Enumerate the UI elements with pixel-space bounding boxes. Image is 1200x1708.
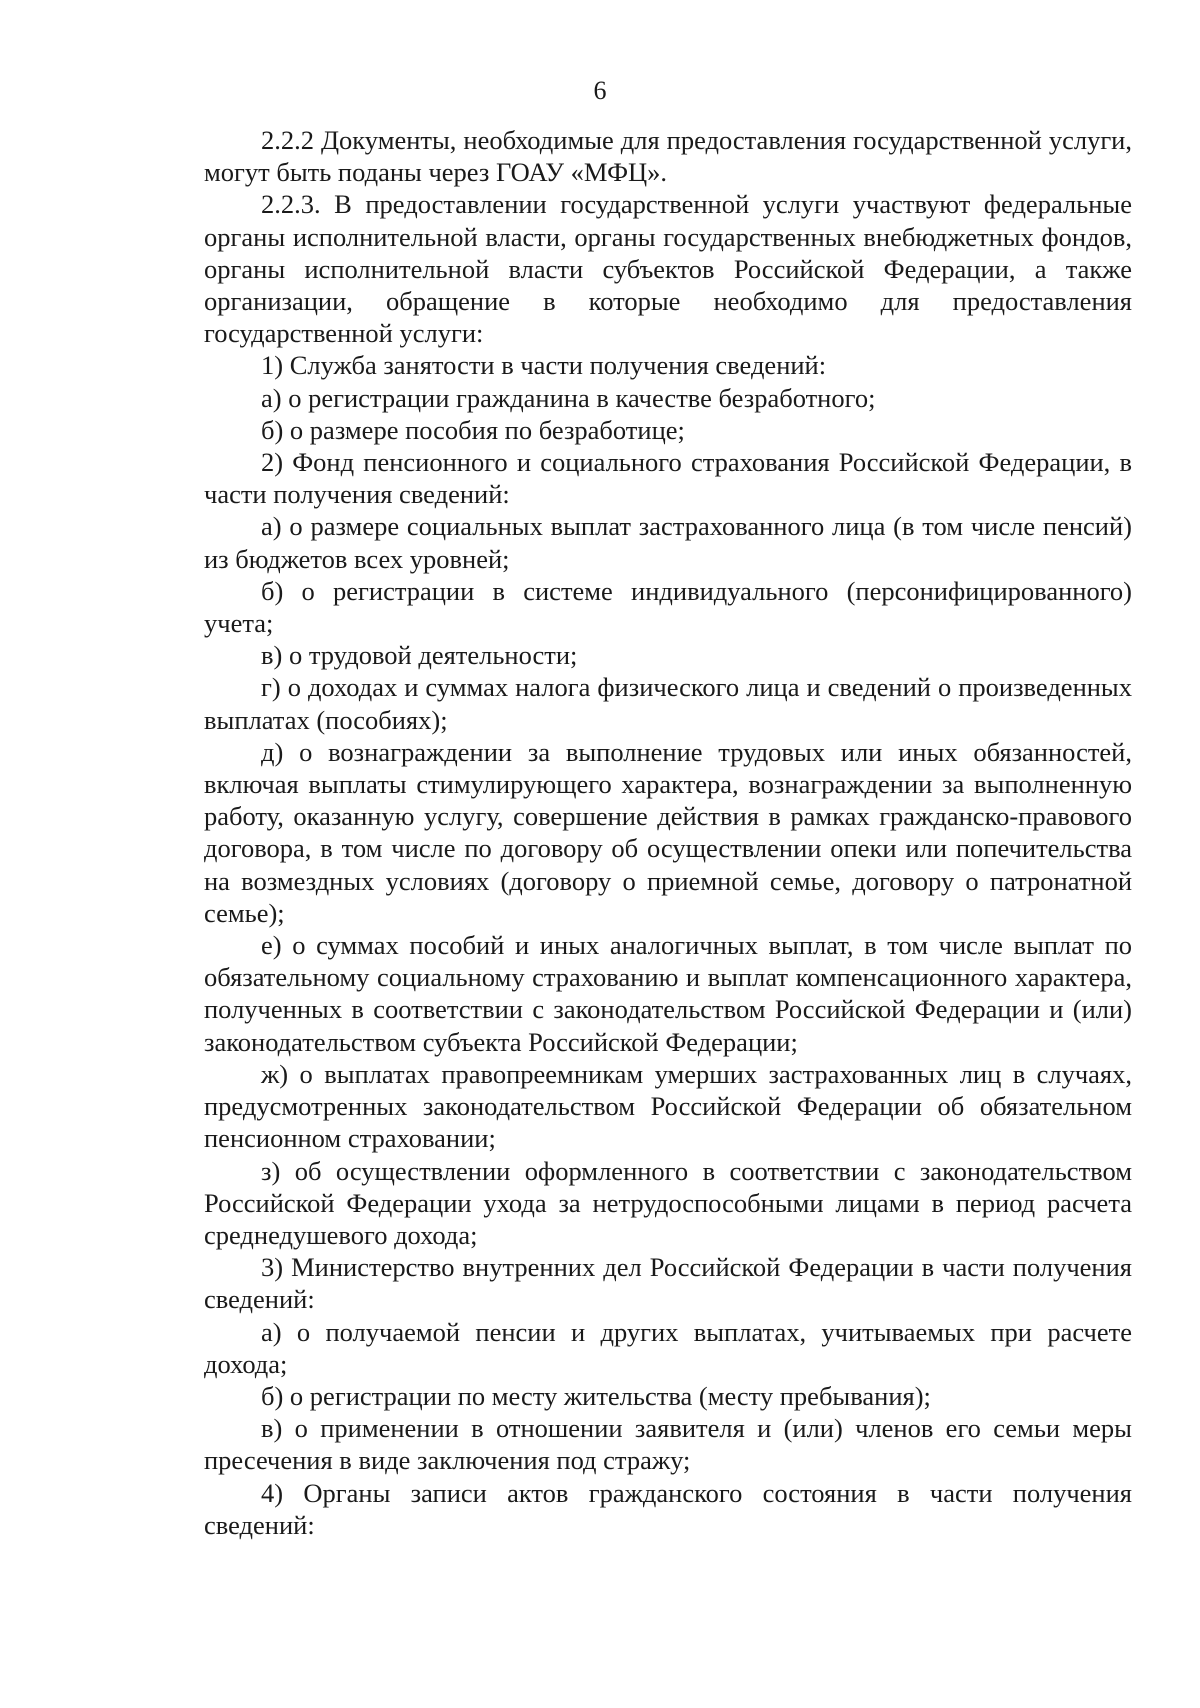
list-subitem-3b: б) о регистрации по месту жительства (месту пребывания);: [261, 1380, 931, 1411]
list-subitem-1a: а) о регистрации гражданина в качестве безработного;: [261, 382, 876, 413]
paragraph-2-2-3: 2.2.3. В предоставлении государственной услуги участвуют федеральные органы исполнительной власти, органы государственных внебюджетных фондов, органы исполнительной власти субъектов Российской Федерации, а также организации, обращение в которые необходимо для предоставления государственной услуги:: [204, 189, 1132, 349]
list-item-2-pension-fund: 2) Фонд пенсионного и социального страхования Российской Федерации, в части получения сведений:: [204, 447, 1132, 510]
page-number: 6: [593, 76, 607, 105]
list-item-1-employment-service: 1) Служба занятости в части получения сведений:: [261, 350, 827, 381]
list-subitem-3v: в) о применении в отношении заявителя и (или) членов его семьи меры пресечения в виде заключения под стражу;: [204, 1413, 1132, 1476]
list-item-3-interior-ministry: 3) Министерство внутренних дел Российской Федерации в части получения сведений:: [204, 1252, 1132, 1315]
list-subitem-2d: д) о вознаграждении за выполнение трудовых или иных обязанностей, включая выплаты стимулирующего характера, вознаграждении за выполненную работу, оказанную услугу, совершение действия в рамках гражданско-правового договора, в том числе по договору об осуществлении опеки или попечительства на возмездных условиях (договору о приемной семье, договору о патронатной семье);: [204, 736, 1132, 928]
list-subitem-3a: а) о получаемой пенсии и других выплатах, учитываемых при расчете дохода;: [204, 1316, 1132, 1379]
list-subitem-2g: г) о доходах и суммах налога физического лица и сведений о произведенных выплатах (пособиях);: [204, 672, 1132, 735]
list-subitem-2a: а) о размере социальных выплат застрахованного лица (в том числе пенсий) из бюджетов всех уровней;: [204, 511, 1132, 574]
list-subitem-2v: в) о трудовой деятельности;: [261, 640, 578, 671]
list-subitem-1b: б) о размере пособия по безработице;: [261, 414, 685, 445]
document-body: [204, 124, 1132, 1541]
list-item-4-civil-registry: 4) Органы записи актов гражданского состояния в части получения сведений:: [204, 1477, 1132, 1540]
list-subitem-2zh: ж) о выплатах правопреемникам умерших застрахованных лиц в случаях, предусмотренных законодательством Российской Федерации об обязательном пенсионном страховании;: [204, 1058, 1132, 1154]
list-subitem-2e: е) о суммах пособий и иных аналогичных выплат, в том числе выплат по обязательному социальному страхованию и выплат компенсационного характера, полученных в соответствии с законодательством Российской Федерации и (или) законодательством субъекта Российской Федерации;: [204, 930, 1132, 1057]
paragraph-2-2-2: 2.2.2 Документы, необходимые для предоставления государственной услуги, могут быть поданы через ГОАУ «МФЦ».: [204, 125, 1132, 188]
list-subitem-2z: з) об осуществлении оформленного в соответствии с законодательством Российской Федерации ухода за нетрудоспособными лицами в период расчета среднедушевого дохода;: [204, 1155, 1132, 1250]
list-subitem-2b: б) о регистрации в системе индивидуального (персонифицированного) учета;: [204, 575, 1132, 639]
